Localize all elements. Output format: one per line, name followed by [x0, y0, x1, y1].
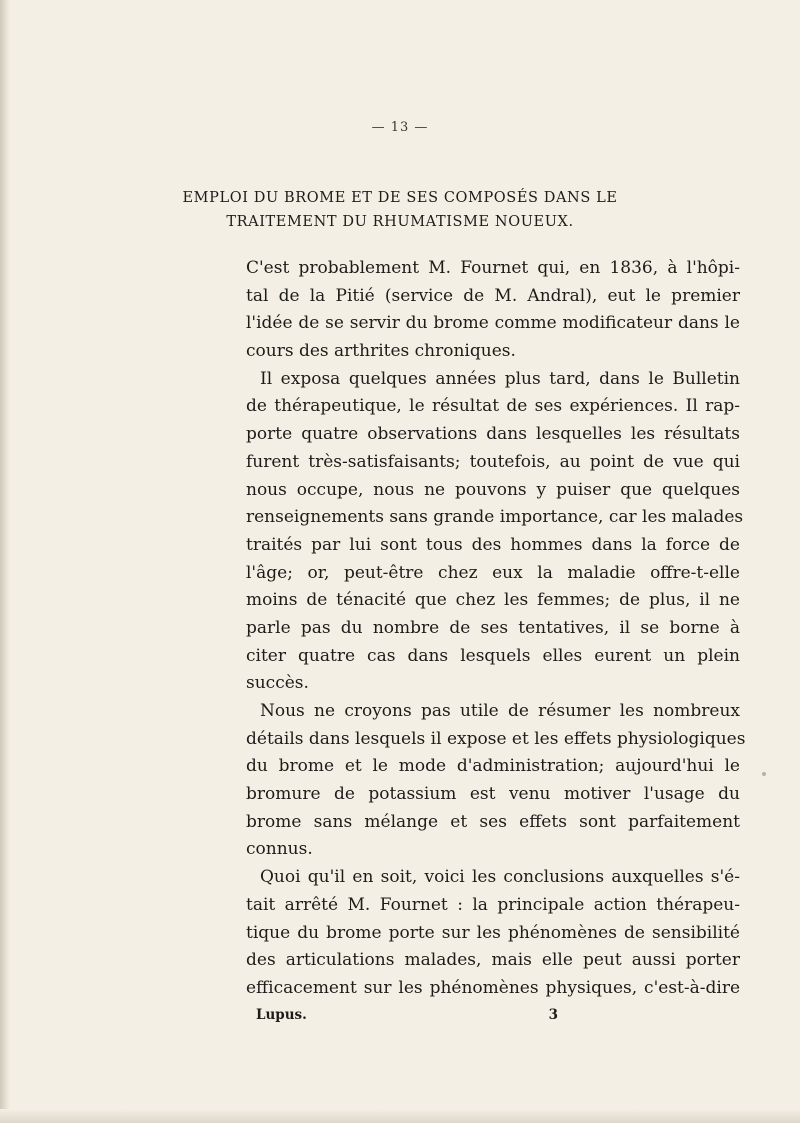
signature-number: 3 — [548, 1006, 558, 1023]
text-line: furent très-satisfaisants; toutefois, au point de vue qui — [246, 451, 740, 472]
page-edge-shadow — [0, 0, 10, 1123]
text-line: traités par lui sont tous des hommes dans la force de — [246, 534, 740, 555]
text-line: Il exposa quelques années plus tard, dans le Bulletin — [260, 368, 740, 389]
text-line: renseignements sans grande importance, car les malades — [246, 507, 744, 528]
chapter-heading-line-1: EMPLOI DU BROME ET DE SES COMPOSÉS DANS LE — [182, 190, 618, 206]
text-line: cours des arthrites chroniques. — [246, 341, 516, 362]
page-bottom-shadow — [0, 1109, 800, 1123]
text-line: connus. — [246, 839, 313, 860]
signature-mark: Lupus. — [256, 1006, 307, 1023]
text-line: Nous ne croyons pas utile de résumer les nombreux — [260, 701, 740, 721]
body-text — [246, 255, 746, 1027]
text-line: tait arrêté M. Fournet : la principale action thérapeu- — [246, 894, 740, 915]
text-line: moins de ténacité que chez les femmes; de plus, il ne — [246, 590, 740, 611]
text-line: du brome et le mode d'administration; aujourd'hui le — [246, 756, 740, 777]
text-line: succès. — [246, 673, 309, 694]
text-line: l'âge; or, peut-être chez eux la maladie offre-t-elle — [246, 562, 740, 583]
text-line: nous occupe, nous ne pouvons y puiser que quelques — [246, 479, 740, 500]
page-number: — 13 — — [371, 120, 429, 135]
text-line: citer quatre cas dans lesquels elles eurent un plein — [246, 645, 740, 666]
text-line: Quoi qu'il en soit, voici les conclusions auxquelles s'é- — [260, 867, 740, 888]
text-line: bromure de potassium est venu motiver l'usage du — [246, 784, 740, 805]
text-line: de thérapeutique, le résultat de ses expériences. Il rap- — [246, 396, 740, 417]
text-line: C'est probablement M. Fournet qui, en 1836, à l'hôpi- — [246, 258, 740, 278]
chapter-heading-line-2: TRAITEMENT DU RHUMATISME NOUEUX. — [226, 214, 574, 230]
paper-speck — [762, 772, 766, 776]
text-line: tique du brome porte sur les phénomènes de sensibilité — [246, 922, 740, 943]
text-line: efficacement sur les phénomènes physiques, c'est-à-dire — [246, 977, 740, 998]
text-line: tal de la Pitié (service de M. Andral), eut le premier — [246, 285, 740, 306]
text-line: détails dans lesquels il expose et les effets physiologiques — [246, 728, 746, 749]
text-line: l'idée de se servir du brome comme modificateur dans le — [246, 313, 740, 334]
text-line: parle pas du nombre de ses tentatives, il se borne à — [246, 617, 740, 638]
text-line: des articulations malades, mais elle peut aussi porter — [246, 950, 740, 971]
text-line: porte quatre observations dans lesquelles les résultats — [246, 424, 740, 445]
text-line: brome sans mélange et ses effets sont parfaitement — [246, 811, 740, 832]
signature-line — [246, 1003, 740, 1027]
